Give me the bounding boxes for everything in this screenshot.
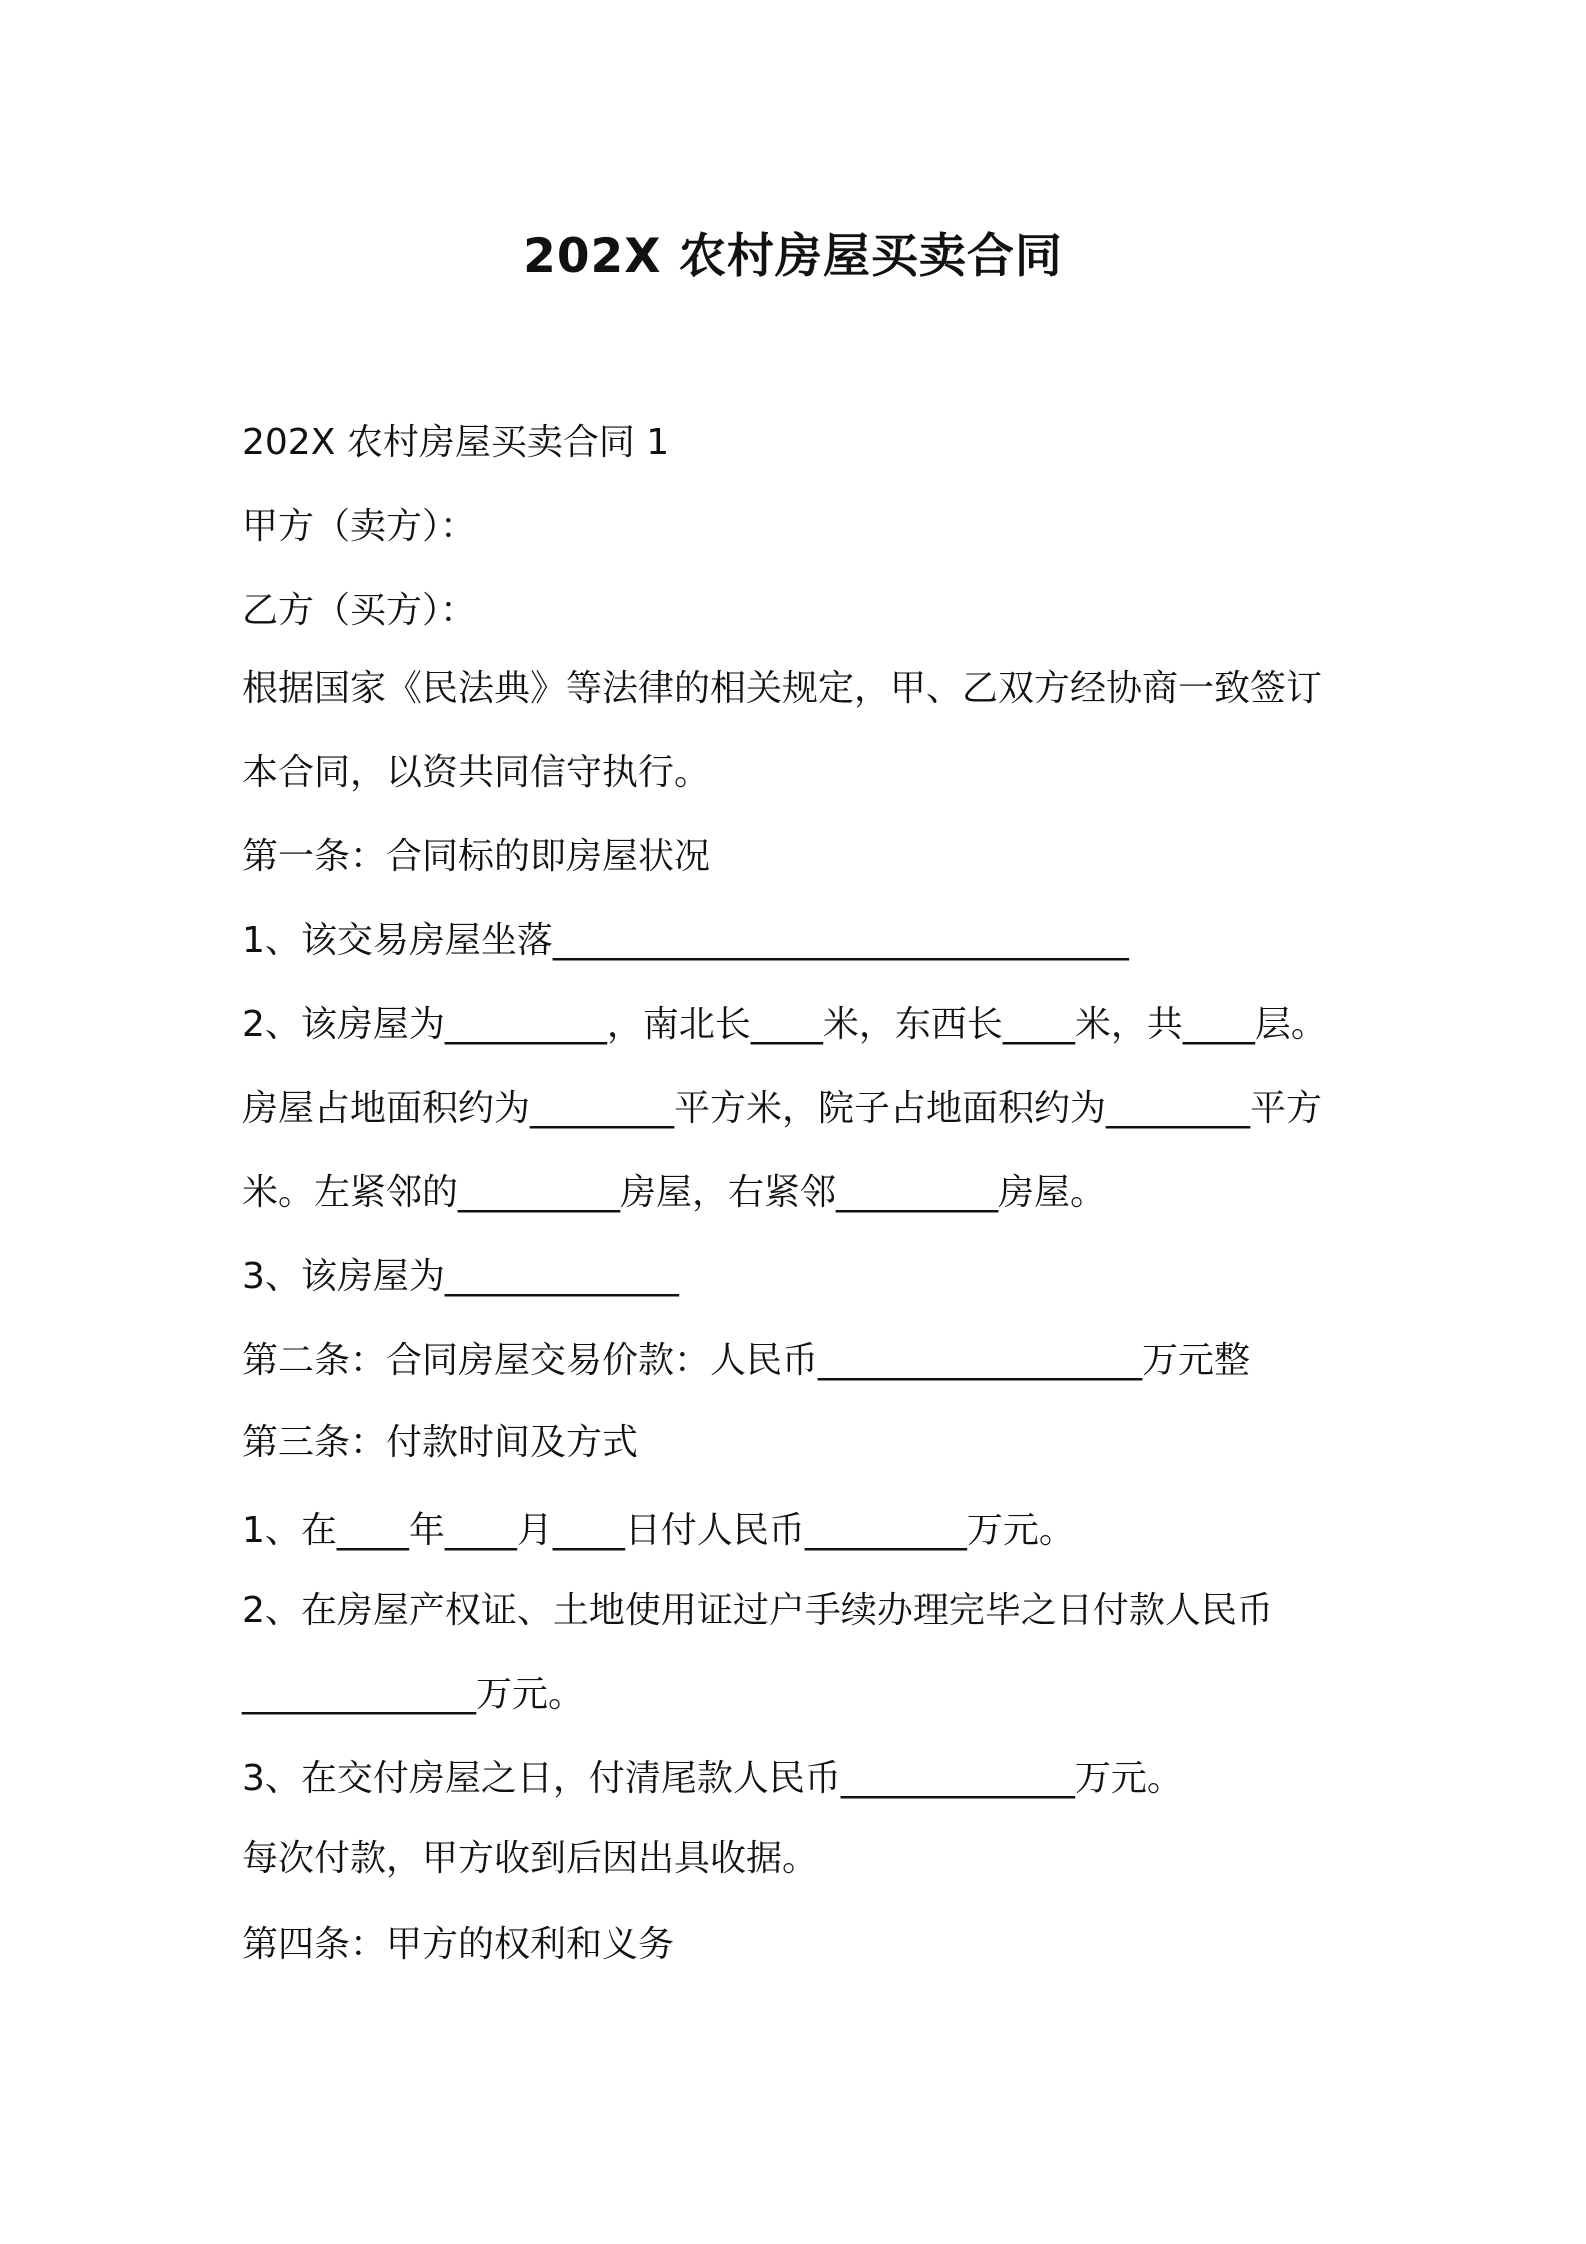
article-3-item-2-cont: _____________万元。 [242, 1674, 585, 1715]
article-1-item-2-cont-1: 房屋占地面积约为________平方米，院子占地面积约为________平方 [242, 1088, 1323, 1129]
preamble-line-2: 本合同，以资共同信守执行。 [242, 752, 711, 793]
party-a-line: 甲方（卖方）： [242, 506, 477, 547]
document-title: 202X 农村房屋买卖合同 [523, 229, 1063, 284]
preamble-line-1: 根据国家《民法典》等法律的相关规定，甲、乙双方经协商一致签订 [242, 668, 1323, 709]
article-3-item-1: 1、在____年____月____日付人民币_________万元。 [242, 1510, 1075, 1551]
article-2-heading: 第二条：合同房屋交易价款：人民币__________________万元整 [242, 1340, 1251, 1381]
party-b-line: 乙方（买方）： [242, 590, 477, 631]
article-1-item-2-cont-2: 米。左紧邻的_________房屋，右紧邻_________房屋。 [242, 1172, 1107, 1213]
receipt-note: 每次付款，甲方收到后因出具收据。 [242, 1838, 819, 1879]
article-1-heading: 第一条：合同标的即房屋状况 [242, 836, 711, 877]
article-3-heading: 第三条：付款时间及方式 [242, 1422, 639, 1463]
article-3-item-2: 2、在房屋产权证、土地使用证过户手续办理完毕之日付款人民币 [242, 1590, 1273, 1631]
article-3-item-3: 3、在交付房屋之日，付清尾款人民币_____________万元。 [242, 1758, 1183, 1799]
article-1-item-2: 2、该房屋为_________，南北长____米，东西长____米，共____层。 [242, 1004, 1327, 1045]
contract-subtitle: 202X 农村房屋买卖合同 1 [242, 422, 670, 463]
article-1-item-3: 3、该房屋为_____________ [242, 1256, 679, 1297]
article-1-item-1: 1、该交易房屋坐落________________________________ [242, 920, 1129, 961]
article-4-heading: 第四条：甲方的权利和义务 [242, 1924, 675, 1965]
